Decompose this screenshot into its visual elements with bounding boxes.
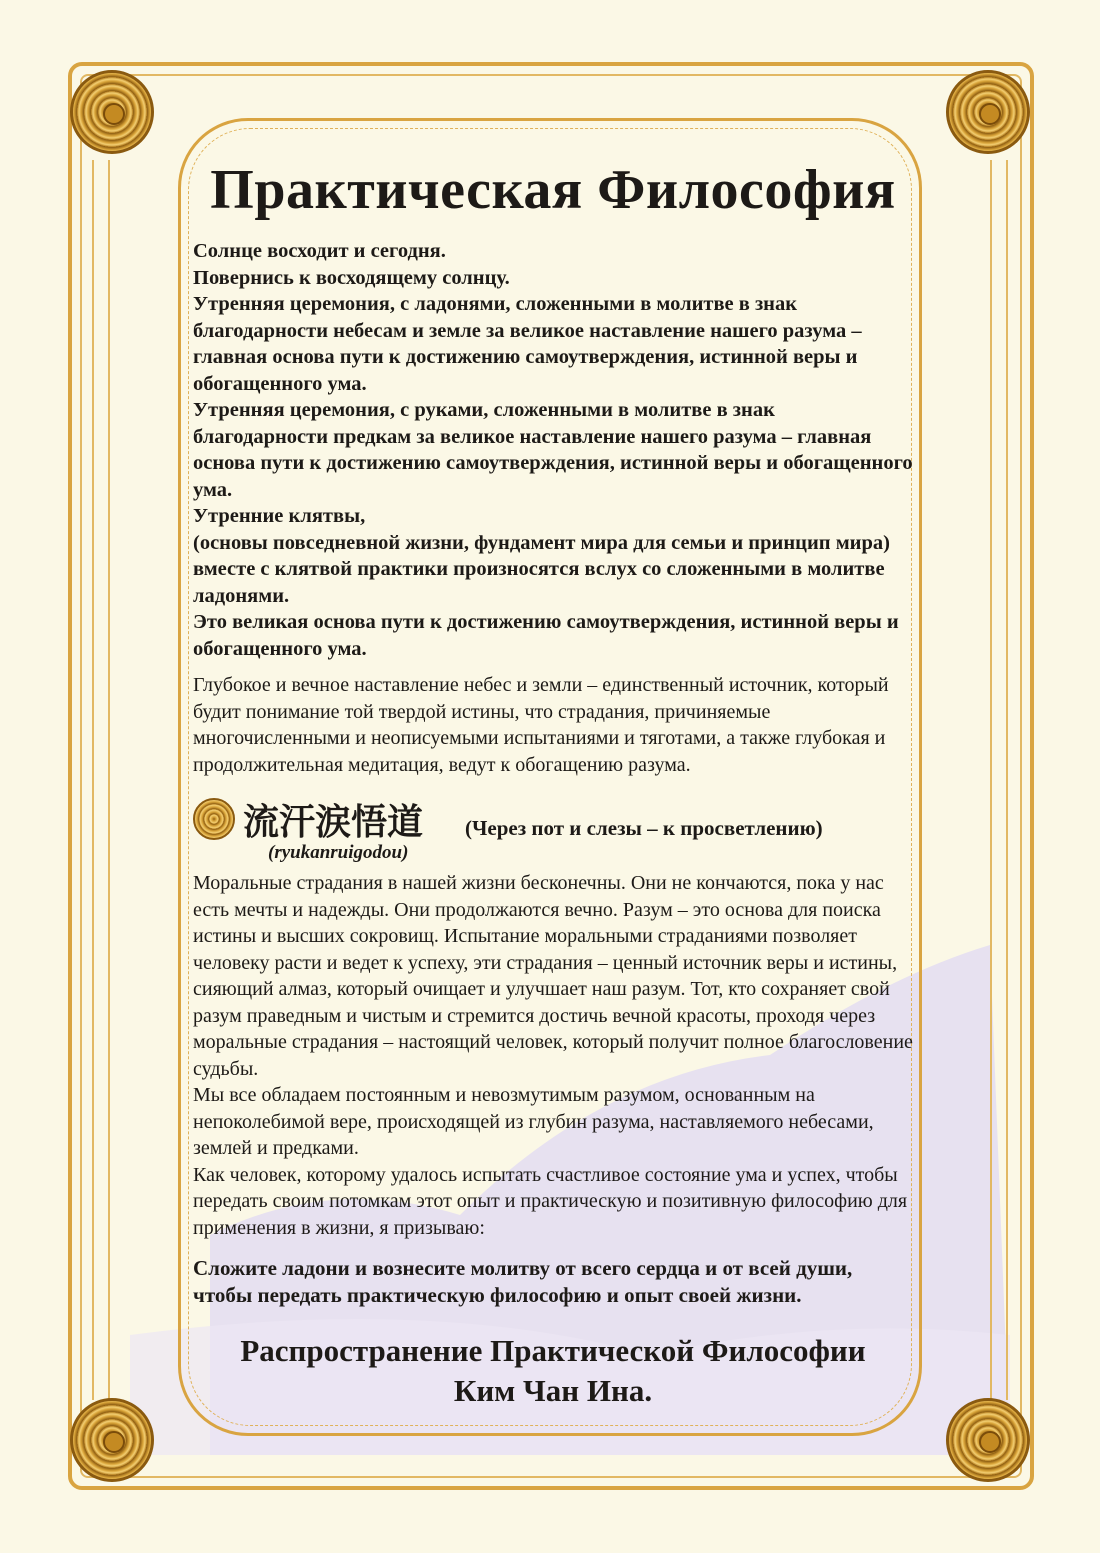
section-romaji: (ryukanruigodou) [268, 842, 409, 863]
right-border-lines [990, 160, 1008, 1400]
signature-line-1: Распространение Практической Философии [240, 1333, 866, 1368]
intro-line: (основы повседневной жизни, фундамент мира для семьи и принцип мира) [193, 531, 890, 554]
intro-line: вместе с клятвой практики произносятся вслух со сложенными в молитве ладонями. [193, 558, 885, 607]
final-call [193, 1255, 913, 1309]
signature [193, 1331, 913, 1411]
corner-medallion-icon [946, 1398, 1030, 1482]
corner-medallion-icon [70, 70, 154, 154]
intro-line: Солнце восходит и сегодня. [193, 240, 446, 262]
signature-line-2: Ким Чан Ина. [453, 1373, 653, 1408]
section-kanji: 流汗涙悟道 [243, 802, 424, 843]
body-paragraph: Мы все обладаем постоянным и невозмутимым разумом, основанным на непоколебимой вере, происходящей из глубин разума, наставляемого небесами, землей и предками. [193, 1084, 874, 1159]
paragraph-text: Глубокое и вечное наставление небес и земли – единственный источник, который будит понимание той твердой истины, что страдания, причиняемые многочисленными и неописуемыми испытаниями и тяготами, а также глубокая и продолжительная медитация, ведут к обогащению разума. [193, 674, 889, 776]
intro-line: Утренняя церемония, с руками, сложенными в молитве в знак благодарности предкам за великое наставление нашего разума – главная основа пути к достижению самоутверждения, истинной веры и обогащенного ума. [193, 399, 913, 501]
intro-line: Это великая основа пути к достижению самоутверждения, истинной веры и обогащенного ума. [193, 611, 899, 660]
section-subtitle: (Через пот и слезы – к просветлению) [465, 816, 823, 840]
medallion-icon [193, 798, 235, 840]
final-call-text: Сложите ладони и вознесите молитву от всего сердца и от всей души, чтобы передать практическую философию и опыт своей жизни. [193, 1256, 853, 1307]
body-paragraph: Как человек, которому удалось испытать счастливое состояние ума и успех, чтобы передать своим потомкам этот опыт и практическую и позитивную философию для применения в жизни, я призываю: [193, 1163, 908, 1239]
section-heading [193, 798, 913, 863]
body-paragraph: Моральные страдания в нашей жизни бесконечны. Они не кончаются, пока у нас есть мечты и надежды. Они продолжаются вечно. Разум – это основа для поиска истины и высших сокровищ. Испытание моральными страданиями позволяет человеку расти и ведет к успеху, эти страдания – ценный источник веры и истины, сияющий алмаз, который очищает и улучшает наш разум. Тот, кто сохраняет свой разум праведным и чистым и стремится достичь вечной красоты, проходя через моральные страдания – настоящий человек, который получит полное благословение судьбы. [193, 872, 913, 1080]
intro-line: Повернись к восходящему солнцу. [193, 266, 510, 289]
corner-medallion-icon [70, 1398, 154, 1482]
page-title: Практическая Философия [210, 159, 896, 221]
document-content [193, 150, 913, 1411]
bold-intro [193, 238, 913, 662]
corner-medallion-icon [946, 70, 1030, 154]
intro-line: Утренние клятвы, [193, 505, 366, 527]
paragraph-one [193, 672, 913, 778]
left-border-lines [92, 160, 110, 1400]
body-paragraphs [193, 870, 913, 1241]
intro-line: Утренняя церемония, с ладонями, сложенными в молитве в знак благодарности небесам и земле за великое наставление нашего разума – главная основа пути к достижению самоутверждения, истинной веры и обогащенного ума. [193, 293, 862, 395]
